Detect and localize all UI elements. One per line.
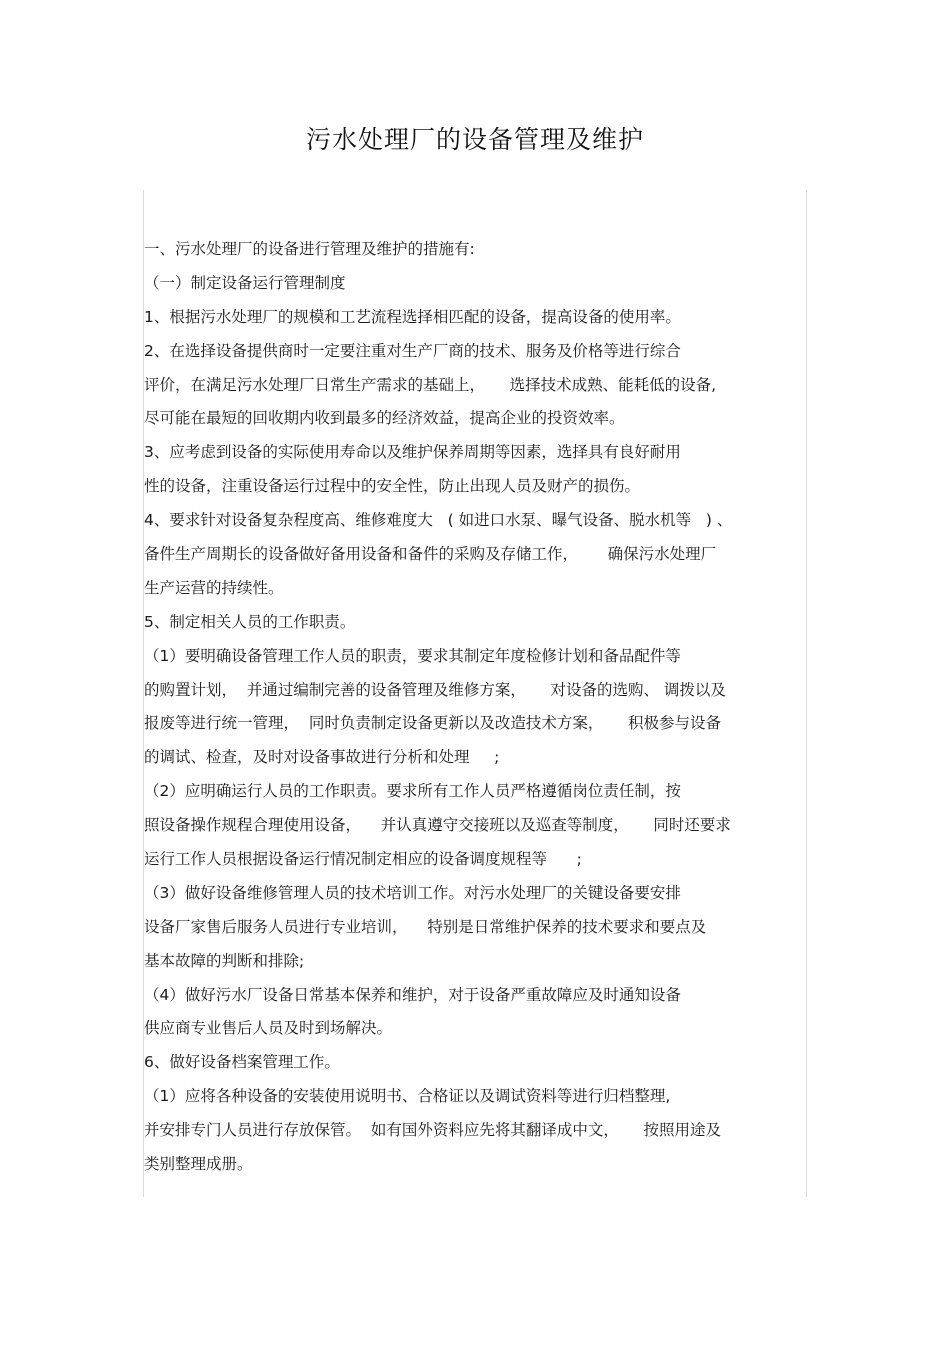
paragraph-line: 4、要求针对设备复杂程度高、维修难度大 ( 如进口水泵、曝气设备、脱水机等 ) 、 [144, 511, 733, 530]
paragraph-line: 的购置计划， 并通过编制完善的设备管理及维修方案， 对设备的选购、 调拨以及 [144, 680, 726, 699]
paragraph-line: 供应商专业售后人员及时到场解决。 [144, 1019, 393, 1038]
section-heading: 一、污水处理厂的设备进行管理及维护的措施有: [144, 240, 475, 258]
paragraph-line: 备件生产周期长的设备做好备用设备和备件的采购及存储工作， 确保污水处理厂 [144, 545, 717, 564]
paragraph-line: 运行工作人员根据设备运行情况制定相应的设备调度规程等 ; [144, 850, 582, 869]
paragraph-line: 的调试、检查，及时对设备事故进行分析和处理 ; [144, 748, 500, 767]
paragraph-line: 尽可能在最短的回收期内收到最多的经济效益，提高企业的投资效率。 [144, 409, 625, 428]
paragraph-line: 性的设备，注重设备运行过程中的安全性，防止出现人员及财产的损伤。 [144, 477, 641, 496]
paragraph-line: 生产运营的持续性。 [144, 578, 284, 597]
paragraph-line: 照设备操作规程合理使用设备， 并认真遵守交接班以及巡查等制度， 同时还要求 [144, 816, 731, 835]
document-body [144, 233, 808, 1182]
paragraph-line: 5、制定相关人员的工作职责。 [144, 612, 356, 631]
paragraph-line: 6、做好设备档案管理工作。 [144, 1053, 340, 1072]
paragraph-line: （1）要明确设备管理工作人员的职责，要求其制定年度检修计划和备品配件等 [144, 646, 681, 665]
paragraph-line: 2、在选择设备提供商时一定要注重对生产厂商的技术、服务及价格等进行综合 [144, 341, 681, 360]
paragraph-line: 并安排专门人员进行存放保管。 如有国外资料应先将其翻译成中文， 按照用途及 [144, 1121, 721, 1140]
paragraph-line: （1）应将各种设备的安装使用说明书、合格证以及调试资料等进行归档整理, [144, 1087, 671, 1106]
paragraph-line: （2）应明确运行人员的工作职责。要求所有工作人员严格遵循岗位责任制，按 [144, 782, 681, 801]
paragraph-line: 1、根据污水处理厂的规模和工艺流程选择相匹配的设备，提高设备的使用率。 [144, 307, 681, 326]
paragraph-line: 设备厂家售后服务人员进行专业培训， 特别是日常维护保养的技术要求和要点及 [144, 917, 707, 936]
document-title: 污水处理厂的设备管理及维护 [305, 125, 644, 154]
paragraph-line: 类别整理成册。 [144, 1155, 253, 1174]
paragraph-line: 报废等进行统一管理， 同时负责制定设备更新以及改造技术方案， 积极参与设备 [144, 714, 721, 733]
paragraph-line: 评价，在满足污水处理厂日常生产需求的基础上， 选择技术成熟、能耗低的设备, [144, 375, 717, 394]
paragraph-line: 基本故障的判断和排除; [144, 951, 305, 970]
paragraph-line: 3、应考虑到设备的实际使用寿命以及维护保养周期等因素，选择具有良好耐用 [144, 443, 681, 462]
paragraph-line: （4）做好污水厂设备日常基本保养和维护，对于设备严重故障应及时通知设备 [144, 985, 681, 1004]
subsection-heading: （一）制定设备运行管理制度 [144, 273, 346, 292]
paragraph-line: （3）做好设备维修管理人员的技术培训工作。对污水处理厂的关键设备要安排 [144, 883, 681, 902]
